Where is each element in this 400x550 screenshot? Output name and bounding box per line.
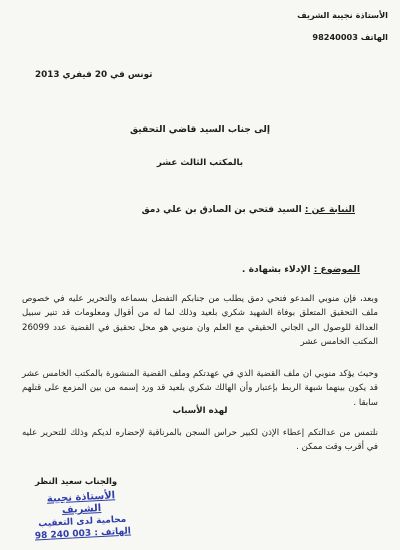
stamp-line-2: محامية لدى التعقيب xyxy=(37,514,127,530)
addressee-line-2: بالمكتب الثالث عشر xyxy=(156,158,244,168)
subject-text: الإدلاء بشهادة . xyxy=(241,264,311,275)
addressee-line-1: إلى جناب السيد قاضي التحقيق xyxy=(129,124,270,135)
stamp-line-3: الهاتف : 003 240 98 xyxy=(34,526,132,542)
lawyer-stamp xyxy=(31,489,133,544)
letterhead-name: الأستاذة نجيبة الشريف xyxy=(297,10,388,20)
body-paragraph-1: وبعد، فإن منوبي المدعو فتحي دمق يطلب من جنابكم التفضل بسماعه والتحرير عليه في خصوص ملف التحقيق المتعلق بوفاة الشهيد شكري بلعيد وذلك لما له من أقوال ومعلومات قد تنير سبيل العدالة للوصول الى الجاني الحقيقي مع العلم وان منوبي هو محل تحقيق في القضية عدد 26099 المكتب الخامس عشر xyxy=(22,294,378,348)
prosecution-line xyxy=(142,205,355,215)
subject-label: الموضوع : xyxy=(313,264,360,275)
prosecution-text: السيد فتحي بن الصادق بن علي دمق xyxy=(141,205,302,215)
reasons-heading: لهذه الأسباب xyxy=(172,406,228,416)
letterhead-phone: الهاتف 98240003 xyxy=(312,32,388,42)
stamp-line-1: الأستاذة نجيبة الشريف xyxy=(46,490,116,517)
letter-date: تونس في 20 فيفري 2013 xyxy=(35,70,153,80)
signature-line: والجناب سعيد النظر xyxy=(35,476,118,486)
prosecution-label: النيابة عن : xyxy=(304,205,355,215)
subject-line xyxy=(242,264,360,275)
body-paragraph-2: وحيث يؤكد منوبي ان ملف القضية الذي في عهدتكم وملف القضية المنشورة بالمكتب الخامس عشر قد يكون بينهما شبهة الربط بإعتبار وأن الهالك شكري بلعيد قد ورد إسمه من بين المزمع على قتلهم سابقا . xyxy=(22,369,378,408)
body-paragraph-3: نلتمس من عدالتكم إعطاء الإذن لكبير حراس السجن بالمرناقية لإحضاره لديكم وذلك للتحرير عليه في أقرب وقت ممكن . xyxy=(22,428,378,453)
